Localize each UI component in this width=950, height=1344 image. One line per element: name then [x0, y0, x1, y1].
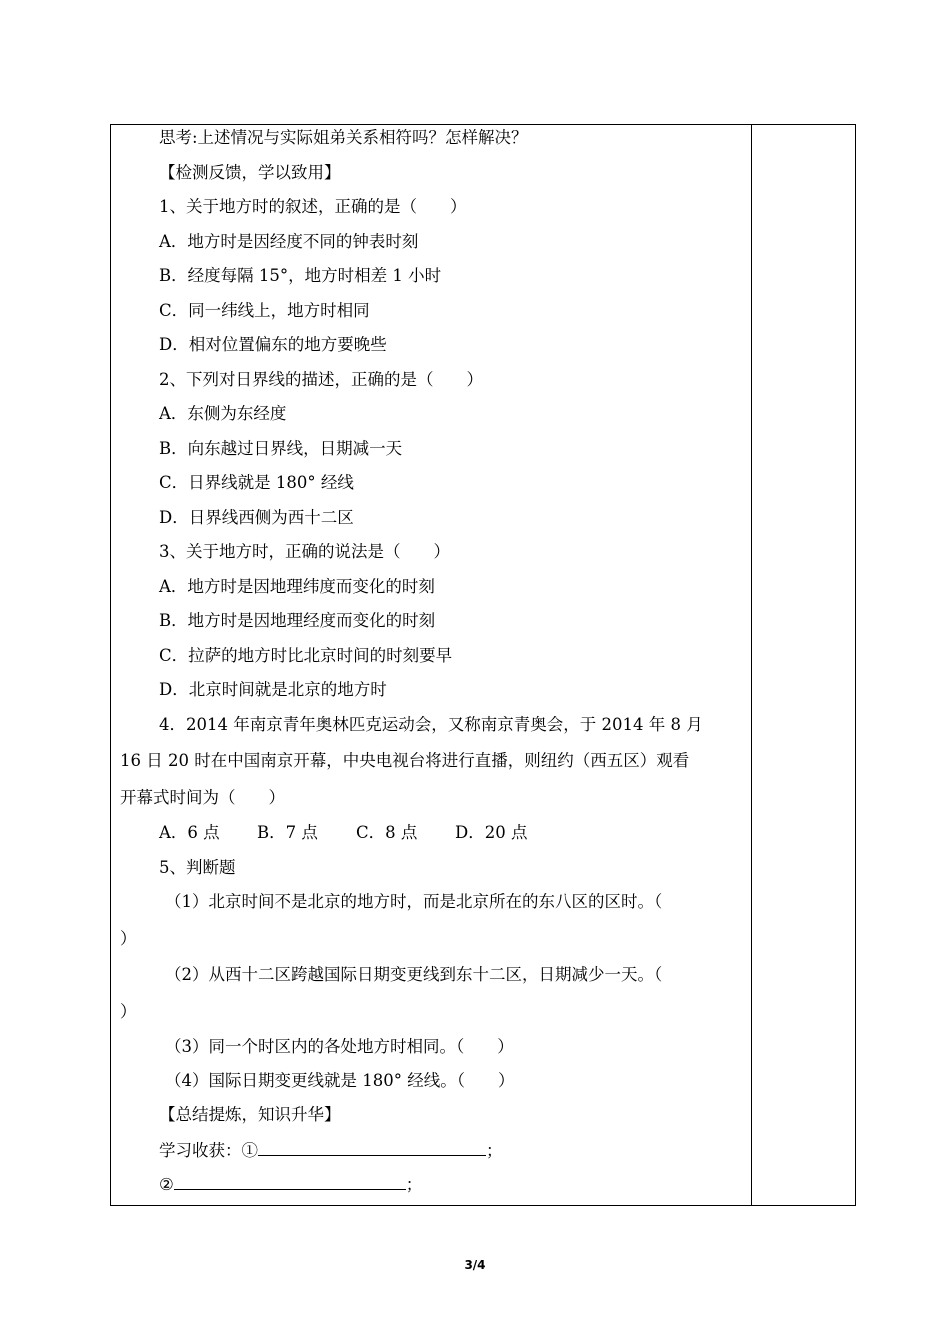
section-heading-summary: 【总结提炼，知识升华】: [159, 1105, 341, 1124]
q3-option-c: C．拉萨的地方时比北京时间的时刻要早: [159, 646, 453, 665]
learning-gain-label: 学习收获：①: [159, 1141, 258, 1160]
q3-stem: 3、关于地方时，正确的说法是（ ）: [159, 542, 450, 561]
q4-option-c: C．8 点: [356, 823, 418, 842]
q4-option-a: A．6 点: [159, 823, 220, 842]
q4-option-d: D．20 点: [455, 823, 528, 842]
learning-gain-1: [159, 1141, 503, 1161]
q1-option-c: C．同一纬线上，地方时相同: [159, 301, 370, 320]
answer-blank-2[interactable]: [174, 1175, 406, 1190]
q4-text-line2: 16 日 20 时在中国南京开幕，中央电视台将进行直播，则纽约（西五区）观看: [120, 751, 690, 770]
q5-statement-4: （4）国际日期变更线就是 180° 经线。（ ）: [165, 1071, 515, 1090]
q1-option-a: A．地方时是因经度不同的钟表时刻: [159, 232, 419, 251]
q5-statement-1: （1）北京时间不是北京的地方时，而是北京所在的东八区的区时。（: [165, 892, 663, 911]
q5-statement-3: （3）同一个时区内的各处地方时相同。（ ）: [165, 1037, 514, 1056]
q2-option-d: D．日界线西侧为西十二区: [159, 508, 354, 527]
q4-text-line1: 4．2014 年南京青年奥林匹克运动会，又称南京青奥会，于 2014 年 8 月: [159, 715, 703, 734]
learning-gain-1-end: ；: [486, 1141, 503, 1160]
q5-statement-2: （2）从西十二区跨越国际日期变更线到东十二区，日期减少一天。（: [165, 965, 663, 984]
q2-option-c: C．日界线就是 180° 经线: [159, 473, 354, 492]
q1-option-b: B．经度每隔 15°，地方时相差 1 小时: [159, 266, 442, 285]
learning-gain-2: [159, 1175, 422, 1195]
q4-options: [159, 823, 527, 843]
q1-stem: 1、关于地方时的叙述，正确的是（ ）: [159, 197, 467, 216]
answer-blank-1[interactable]: [258, 1141, 486, 1156]
learning-gain-2-end: ；: [405, 1175, 423, 1194]
learning-gain-2-number: ②: [159, 1175, 174, 1194]
page-number: 3/4: [464, 1258, 486, 1272]
worksheet-table: [110, 124, 856, 1206]
section-heading-feedback: 【检测反馈，学以致用】: [159, 163, 341, 182]
q2-stem: 2、下列对日界线的描述，正确的是（ ）: [159, 370, 483, 389]
q3-option-d: D．北京时间就是北京的地方时: [159, 680, 387, 699]
q3-option-b: B．地方时是因地理经度而变化的时刻: [159, 611, 436, 630]
q5-statement-1-close: ）: [120, 929, 137, 948]
q4-option-b: B．7 点: [257, 823, 318, 842]
column-divider: [751, 125, 752, 1205]
q5-stem: 5、判断题: [159, 858, 236, 877]
q2-option-b: B．向东越过日界线，日期减一天: [159, 439, 403, 458]
q5-statement-2-close: ）: [120, 1002, 137, 1021]
q1-option-d: D．相对位置偏东的地方要晚些: [159, 335, 387, 354]
q2-option-a: A．东侧为东经度: [159, 404, 287, 423]
q4-text-line3: 开幕式时间为（ ）: [120, 788, 285, 807]
think-question: 思考:上述情况与实际姐弟关系相符吗？怎样解决？: [159, 128, 528, 147]
q3-option-a: A．地方时是因地理纬度而变化的时刻: [159, 577, 435, 596]
